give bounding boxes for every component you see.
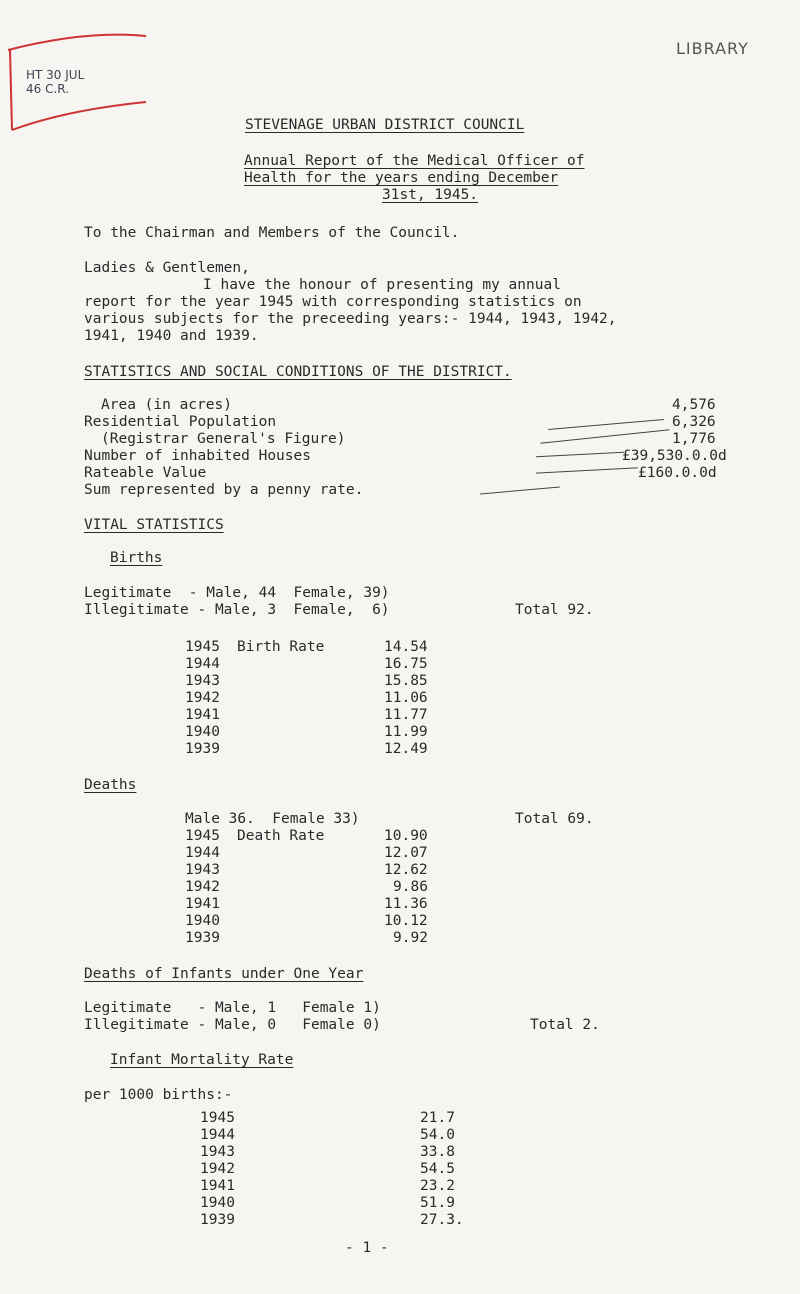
- stat-label-registrar: (Registrar General's Figure): [101, 431, 346, 447]
- death-rate-value-1943: 12.62: [384, 862, 428, 878]
- council-name: STEVENAGE URBAN DISTRICT COUNCIL: [245, 117, 525, 133]
- deaths-total: Total 69.: [515, 811, 594, 827]
- births-heading: Births: [110, 550, 163, 566]
- birth-rate-year-1940: 1940: [185, 724, 220, 740]
- address-line: To the Chairman and Members of the Council.: [84, 225, 460, 241]
- imr-year-1941: 1941: [200, 1178, 235, 1194]
- leader-line-1: [548, 419, 664, 430]
- imr-value-1939: 27.3.: [420, 1212, 464, 1228]
- infant-mortality-subheading: per 1000 births:-: [84, 1087, 233, 1103]
- infant-deaths-illegitimate: Illegitimate - Male, 0 Female 0): [84, 1017, 381, 1033]
- intro-line-2: report for the year 1945 with corresponding statistics on: [84, 294, 582, 310]
- intro-line-4: 1941, 1940 and 1939.: [84, 328, 259, 344]
- births-legitimate: Legitimate - Male, 44 Female, 39): [84, 585, 390, 601]
- report-title-line2: Health for the years ending December: [244, 170, 559, 186]
- births-illegitimate: Illegitimate - Male, 3 Female, 6): [84, 602, 390, 618]
- birth-rate-value-1942: 11.06: [384, 690, 428, 706]
- infant-deaths-total: Total 2.: [530, 1017, 600, 1033]
- stat-label-area: Area (in acres): [101, 397, 232, 413]
- infant-deaths-legitimate: Legitimate - Male, 1 Female 1): [84, 1000, 381, 1016]
- birth-rate-year-1941: 1941: [185, 707, 220, 723]
- stat-value-area: 4,576: [672, 397, 716, 413]
- imr-year-1945: 1945: [200, 1110, 235, 1126]
- leader-line-3: [536, 452, 624, 458]
- imr-value-1942: 54.5: [420, 1161, 455, 1177]
- corner-note: LIBRARY: [676, 39, 749, 58]
- stat-label-population: Residential Population: [84, 414, 277, 430]
- imr-value-1941: 23.2: [420, 1178, 455, 1194]
- birth-rate-year-1943: 1943: [185, 673, 220, 689]
- infant-mortality-heading: Infant Mortality Rate: [110, 1052, 294, 1068]
- imr-value-1944: 54.0: [420, 1127, 455, 1143]
- imr-value-1943: 33.8: [420, 1144, 455, 1160]
- stat-value-houses: £39,530.0.0d: [622, 448, 727, 464]
- birth-rate-value-1944: 16.75: [384, 656, 428, 672]
- page-number: - 1 -: [345, 1240, 389, 1256]
- leader-line-5: [480, 487, 560, 495]
- leader-line-4: [536, 467, 638, 473]
- death-rate-value-1940: 10.12: [384, 913, 428, 929]
- death-rate-label: Death Rate: [237, 828, 325, 844]
- intro-line-3: various subjects for the preceeding years:- 1944, 1943, 1942,: [84, 311, 617, 327]
- birth-rate-value-1943: 15.85: [384, 673, 428, 689]
- death-rate-year-1945: 1945: [185, 828, 220, 844]
- death-rate-year-1939: 1939: [185, 930, 220, 946]
- intro-line-1: I have the honour of presenting my annual: [203, 277, 561, 293]
- birth-rate-year-1945: 1945: [185, 639, 220, 655]
- imr-year-1944: 1944: [200, 1127, 235, 1143]
- birth-rate-year-1942: 1942: [185, 690, 220, 706]
- leader-line-2: [540, 429, 669, 444]
- stat-value-rateable: £160.0.0d: [638, 465, 717, 481]
- stat-label-penny-rate: Sum represented by a penny rate.: [84, 482, 364, 498]
- birth-rate-year-1944: 1944: [185, 656, 220, 672]
- stat-value-registrar: 1,776: [672, 431, 716, 447]
- births-total: Total 92.: [515, 602, 594, 618]
- deaths-heading: Deaths: [84, 777, 137, 793]
- death-rate-value-1939: 9.92: [393, 930, 428, 946]
- report-title-line3: 31st, 1945.: [382, 187, 479, 203]
- stat-label-rateable: Rateable Value: [84, 465, 207, 481]
- birth-rate-label: Birth Rate: [237, 639, 325, 655]
- vital-heading: VITAL STATISTICS: [84, 517, 224, 533]
- imr-value-1940: 51.9: [420, 1195, 455, 1211]
- birth-rate-value-1945: 14.54: [384, 639, 428, 655]
- infant-deaths-heading: Deaths of Infants under One Year: [84, 966, 364, 982]
- imr-year-1940: 1940: [200, 1195, 235, 1211]
- death-rate-year-1941: 1941: [185, 896, 220, 912]
- death-rate-year-1942: 1942: [185, 879, 220, 895]
- report-title-line1: Annual Report of the Medical Officer of: [244, 153, 585, 169]
- birth-rate-year-1939: 1939: [185, 741, 220, 757]
- birth-rate-value-1941: 11.77: [384, 707, 428, 723]
- birth-rate-value-1940: 11.99: [384, 724, 428, 740]
- birth-rate-value-1939: 12.49: [384, 741, 428, 757]
- imr-year-1942: 1942: [200, 1161, 235, 1177]
- death-rate-value-1942: 9.86: [393, 879, 428, 895]
- death-rate-year-1944: 1944: [185, 845, 220, 861]
- library-stamp: [6, 30, 156, 140]
- imr-year-1943: 1943: [200, 1144, 235, 1160]
- death-rate-year-1943: 1943: [185, 862, 220, 878]
- statistics-heading: STATISTICS AND SOCIAL CONDITIONS OF THE DISTRICT.: [84, 364, 512, 380]
- imr-year-1939: 1939: [200, 1212, 235, 1228]
- deaths-line: Male 36. Female 33): [185, 811, 360, 827]
- death-rate-year-1940: 1940: [185, 913, 220, 929]
- stat-value-population: 6,326: [672, 414, 716, 430]
- salutation: Ladies & Gentlemen,: [84, 260, 250, 276]
- stamp-text: HT 30 JUL 46 C.R.: [26, 68, 85, 96]
- death-rate-value-1941: 11.36: [384, 896, 428, 912]
- death-rate-value-1945: 10.90: [384, 828, 428, 844]
- death-rate-value-1944: 12.07: [384, 845, 428, 861]
- imr-value-1945: 21.7: [420, 1110, 455, 1126]
- stat-label-houses: Number of inhabited Houses: [84, 448, 311, 464]
